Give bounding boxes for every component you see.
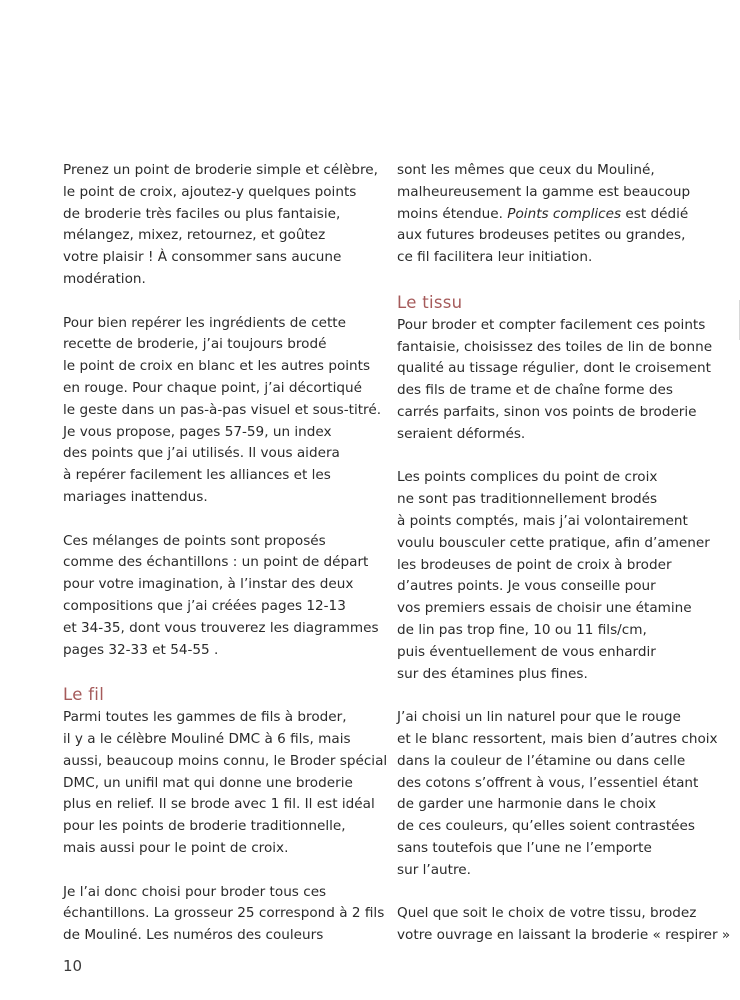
text-line: Je l’ai donc choisi pour broder tous ces — [63, 883, 327, 900]
text-line: Prenez un point de broderie simple et célèbre, — [63, 162, 378, 178]
text-line: les brodeuses de point de croix à broder — [397, 556, 672, 573]
text-line: à points comptés, mais j’ai volontairement — [397, 512, 688, 529]
text-line: votre ouvrage en laissant la broderie « respirer » — [397, 927, 731, 944]
paragraph-threads — [63, 707, 388, 860]
section-heading-fil: Le fil — [63, 685, 105, 705]
text-line: mélangez, mixez, retournez, et goûtez — [63, 227, 326, 244]
text-line: de ces couleurs, qu’elles soient contrastées — [397, 818, 695, 835]
text-line: échantillons. La grosseur 25 correspond à 2 fils — [63, 905, 385, 922]
text-line: Parmi toutes les gammes de fils à broder, — [63, 709, 347, 726]
text-line: sur des étamines plus fines. — [397, 665, 588, 682]
text-line: malheureusement la gamme est beaucoup — [397, 183, 691, 200]
text-line: compositions que j’ai créées pages 12-13 — [63, 597, 346, 614]
text-line: ce fil facilitera leur initiation. — [397, 249, 593, 266]
text-line: mariages inattendus. — [63, 488, 208, 505]
text-line: Je vous propose, pages 57-59, un index — [63, 423, 332, 440]
text-line: DMC, un unifil mat qui donne une broderie — [63, 774, 353, 791]
text-line: sans toutefois que l’une ne l’emporte — [397, 839, 652, 856]
text-line: seraient déformés. — [397, 425, 526, 442]
text-line: fantaisie, choisissez des toiles de lin de bonne — [397, 338, 713, 355]
text-line: sur l’autre. — [397, 861, 471, 878]
text-line: puis éventuellement de vous enhardir — [397, 643, 656, 660]
text-line: des cotons s’offrent à vous, l’essentiel étant — [397, 774, 699, 791]
text-line: le point de croix, ajoutez-y quelques points — [63, 183, 357, 200]
text-line: de garder une harmonie dans le choix — [397, 796, 657, 813]
text-line: J’ai choisi un lin naturel pour que le rouge — [397, 709, 681, 726]
paragraph-closing — [397, 903, 731, 947]
text-run: est dédié — [621, 205, 689, 222]
text-line: voulu bousculer cette pratique, afin d’amener — [397, 534, 710, 551]
page-number: 10 — [63, 957, 83, 975]
text-line: de lin pas trop fine, 10 ou 11 fils/cm, — [397, 621, 647, 638]
right-column — [397, 160, 731, 969]
text-line: mais aussi pour le point de croix. — [63, 839, 289, 856]
paragraph-linen — [397, 707, 717, 881]
paragraph-intro — [63, 160, 378, 291]
text-line: vos premiers essais de choisir une étamine — [397, 600, 692, 617]
text-line: et le blanc ressortent, mais bien d’autres choix — [397, 730, 718, 747]
text-line: Ces mélanges de points sont proposés — [63, 532, 326, 549]
text-line: le point de croix en blanc et les autres points — [63, 358, 371, 375]
text-line: des fils de trame et de chaîne forme des — [397, 382, 673, 399]
section-heading-tissu: Le tissu — [397, 292, 463, 312]
text-line: pages 32-33 et 54-55 . — [63, 641, 219, 658]
text-line: qualité au tissage régulier, dont le croisement — [397, 360, 711, 377]
text-line: aussi, beaucoup moins connu, le Broder spécial — [63, 752, 388, 769]
text-line: aux futures brodeuses petites ou grandes, — [397, 227, 686, 244]
text-line: en rouge. Pour chaque point, j’ai décortiqué — [63, 379, 362, 396]
paragraph-continuation — [397, 160, 717, 269]
text-line: Quel que soit le choix de votre tissu, brodez — [397, 905, 697, 922]
text-line: d’autres points. Je vous conseille pour — [397, 578, 656, 595]
book-title-italic: Points complices — [507, 205, 622, 222]
text-line: comme des échantillons : un point de départ — [63, 554, 369, 571]
text-line: et 34-35, dont vous trouverez les diagrammes — [63, 619, 379, 636]
text-line: sont les mêmes que ceux du Mouliné, — [397, 162, 655, 178]
paragraph-samples — [63, 531, 379, 662]
text-line: pour votre imagination, à l’instar des deux — [63, 576, 354, 593]
text-line: recette de broderie, j’ai toujours brodé — [63, 336, 327, 353]
text-line: votre plaisir ! À consommer sans aucune — [63, 249, 342, 266]
text-run: moins étendue. — [397, 205, 508, 222]
text-line: de broderie très faciles ou plus fantaisie, — [63, 205, 341, 222]
left-column — [63, 160, 388, 969]
text-line: pour les points de broderie traditionnelle, — [63, 818, 346, 835]
paragraph-counted-stitch — [397, 467, 717, 685]
text-line: modération. — [63, 270, 146, 287]
text-line: Pour bien repérer les ingrédients de cette — [63, 314, 346, 331]
paragraph-fabric — [397, 315, 717, 446]
text-line: à repérer facilement les alliances et les — [63, 467, 331, 484]
text-line: carrés parfaits, sinon vos points de broderie — [397, 403, 697, 420]
paragraph-ingredients — [63, 313, 382, 509]
text-line — [397, 204, 717, 226]
text-line: ne sont pas traditionnellement brodés — [397, 491, 658, 508]
text-line: il y a le célèbre Mouliné DMC à 6 fils, mais — [63, 730, 351, 747]
text-line: des points que j’ai utilisés. Il vous aidera — [63, 445, 340, 462]
paragraph-choice — [63, 882, 385, 947]
text-line: Les points complices du point de croix — [397, 469, 658, 486]
text-line: dans la couleur de l’étamine ou dans celle — [397, 752, 686, 769]
text-line: Pour broder et compter facilement ces points — [397, 316, 706, 333]
text-line: de Mouliné. Les numéros des couleurs — [63, 927, 324, 944]
text-line: le geste dans un pas-à-pas visuel et sous-titré. — [63, 401, 382, 418]
text-line: plus en relief. Il se brode avec 1 fil. Il est idéal — [63, 796, 375, 813]
